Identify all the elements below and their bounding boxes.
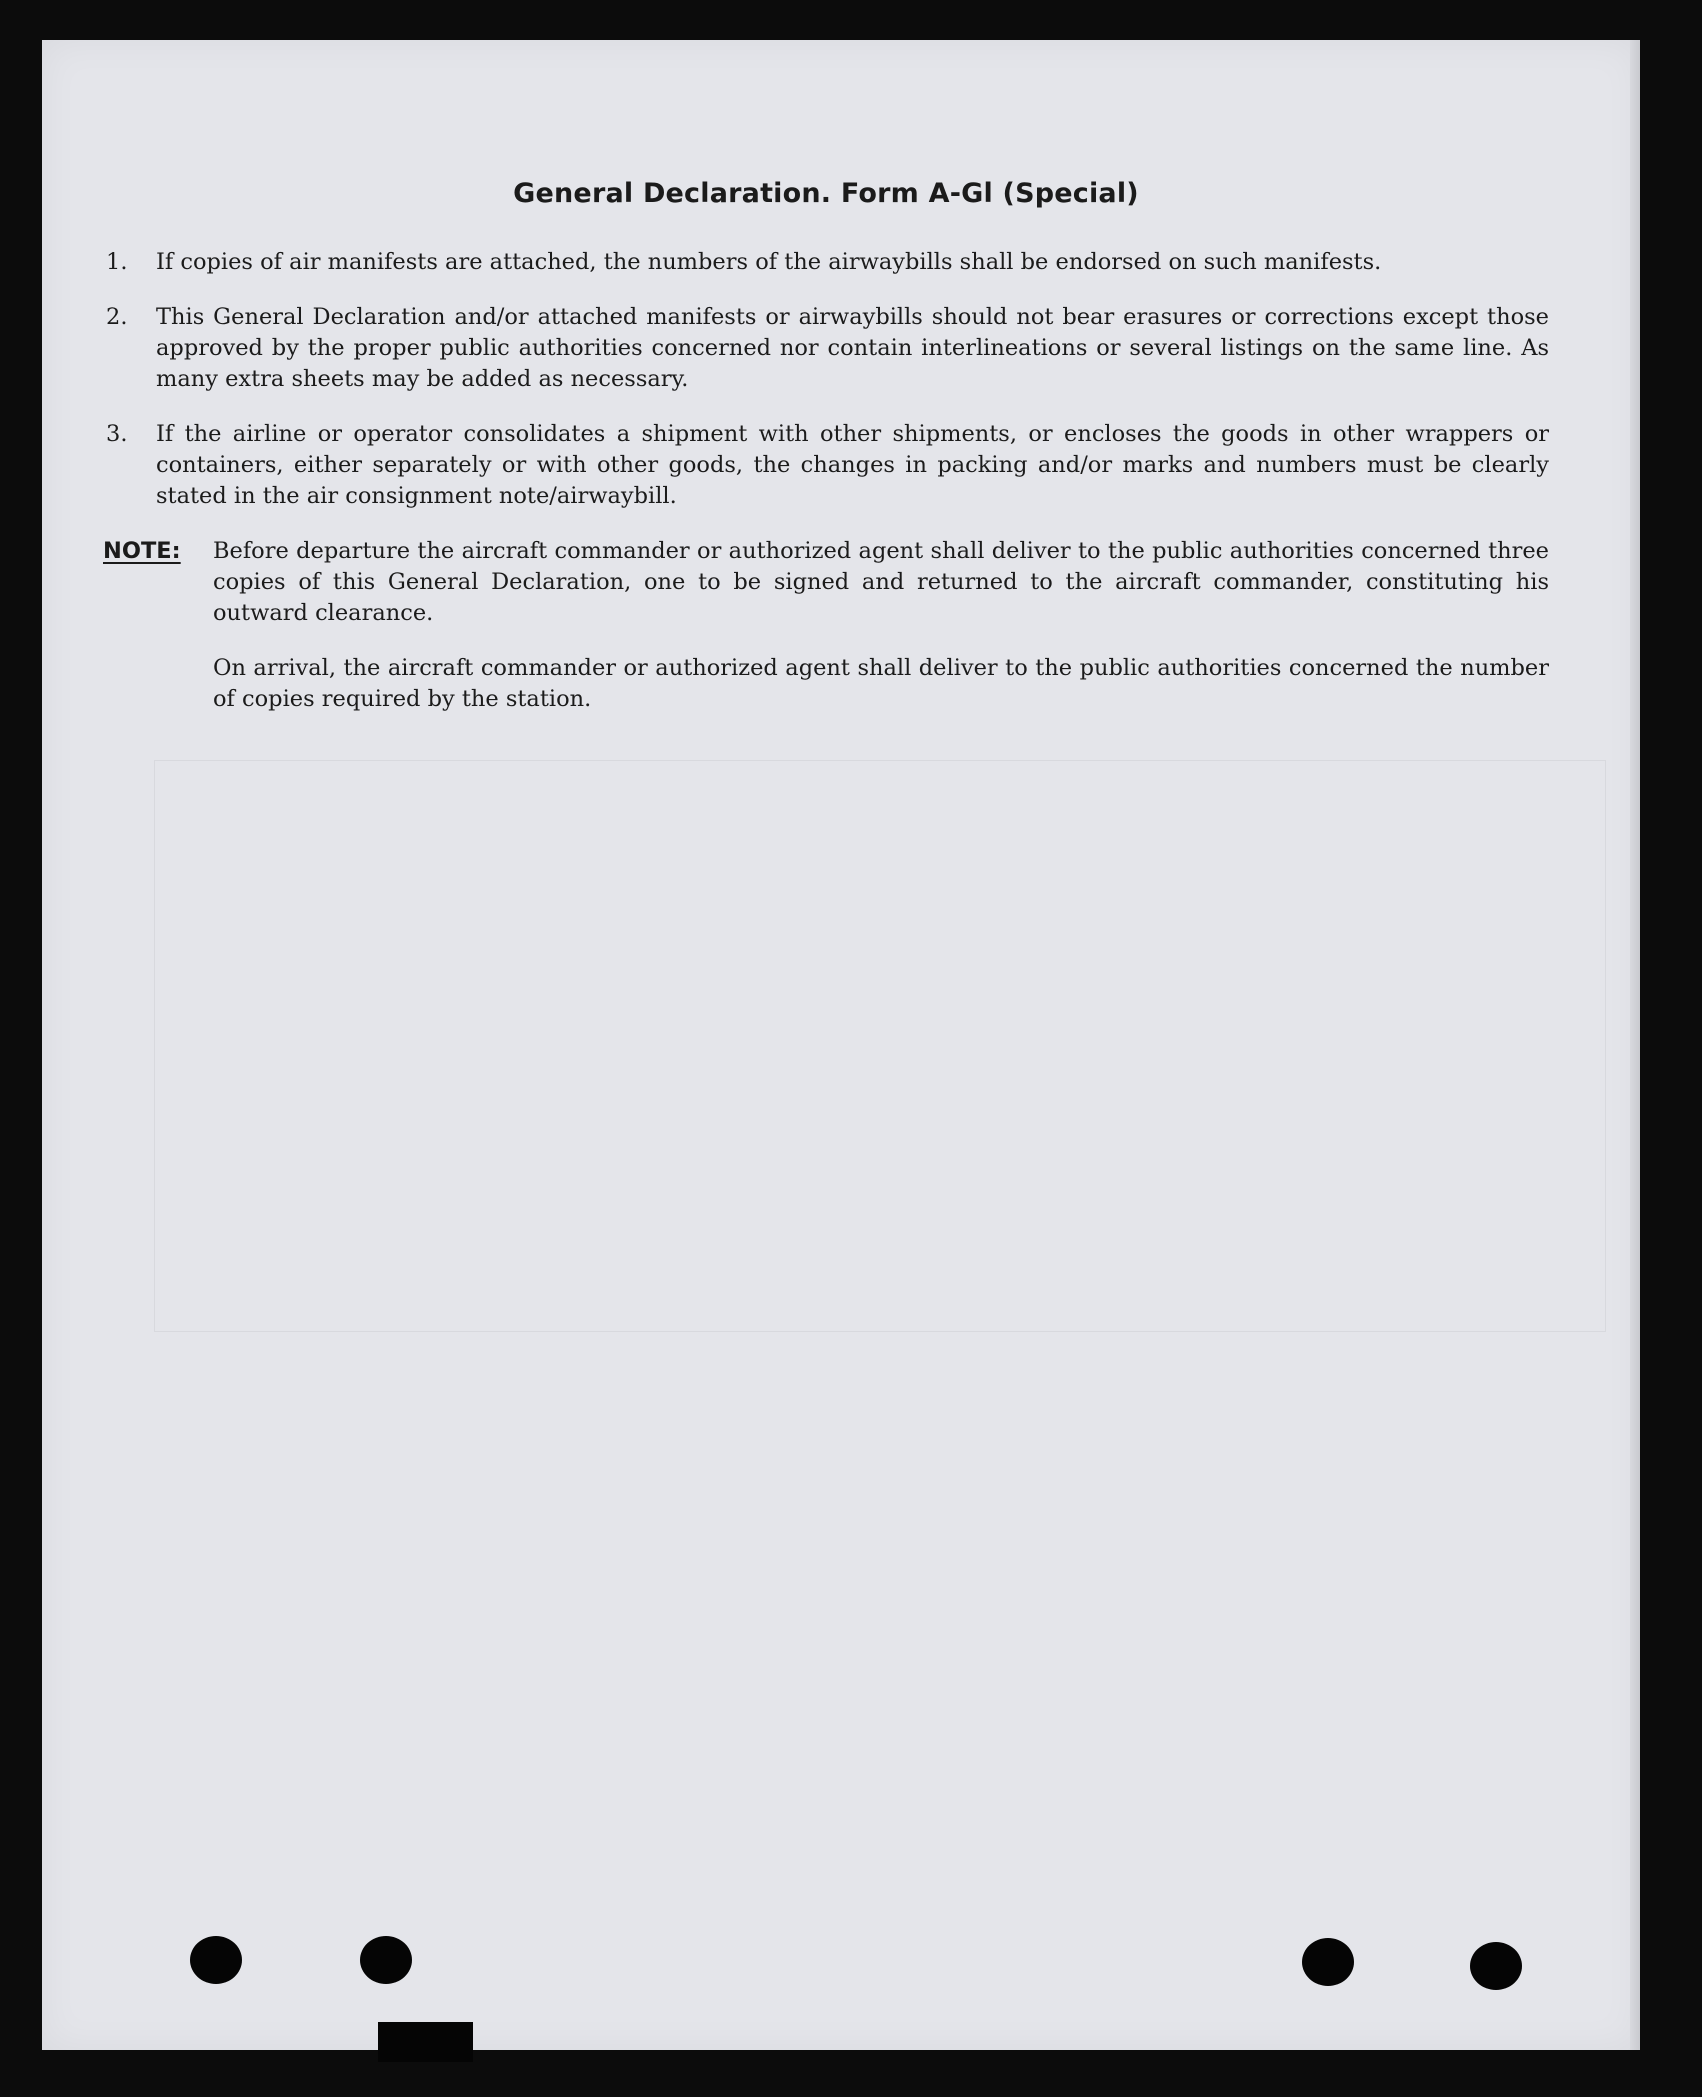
- instruction-item-2: [103, 302, 1549, 395]
- document-title: General Declaration. Form A-Gl (Special): [513, 178, 1139, 209]
- punch-hole-icon: [1302, 1938, 1354, 1986]
- instruction-item-3: [103, 419, 1549, 512]
- punch-hole-icon: [190, 1936, 242, 1984]
- item-number: 3.: [106, 421, 128, 447]
- instruction-item-1: [103, 247, 1549, 278]
- item-number: 1.: [106, 249, 128, 275]
- note-continuation: On arrival, the aircraft commander or authorized agent shall deliver to the public authorities concerned the number of copies required by the station.: [213, 655, 1549, 712]
- sheet-edge: [1630, 40, 1640, 2050]
- item-text: This General Declaration and/or attached manifests or airwaybills should not bear erasures or corrections except those approved by the proper public authorities concerned nor contain interlineations or several listings on the same line. As many extra sheets may be added as necessary.: [156, 304, 1549, 392]
- binder-tab: [378, 2022, 473, 2062]
- note-block: [103, 536, 1549, 629]
- item-text: If copies of air manifests are attached, the numbers of the airwaybills shall be endorsed on such manifests.: [156, 249, 1382, 275]
- note-text: Before departure the aircraft commander or authorized agent shall deliver to the public authorities concerned three copies of this General Declaration, one to be signed and returned to the aircraft commander, constituting his outward clearance.: [213, 538, 1549, 626]
- item-text: If the airline or operator consolidates a shipment with other shipments, or encloses the goods in other wrappers or containers, either separately or with other goods, the changes in packing and/or marks and numbers must be clearly stated in the air consignment note/airwaybill.: [156, 421, 1549, 509]
- note-label: NOTE:: [103, 538, 181, 564]
- punch-hole-icon: [1470, 1942, 1522, 1990]
- show-through-box: [154, 760, 1606, 1332]
- punch-hole-icon: [360, 1936, 412, 1984]
- item-number: 2.: [106, 304, 128, 330]
- declaration-instructions: [103, 178, 1549, 715]
